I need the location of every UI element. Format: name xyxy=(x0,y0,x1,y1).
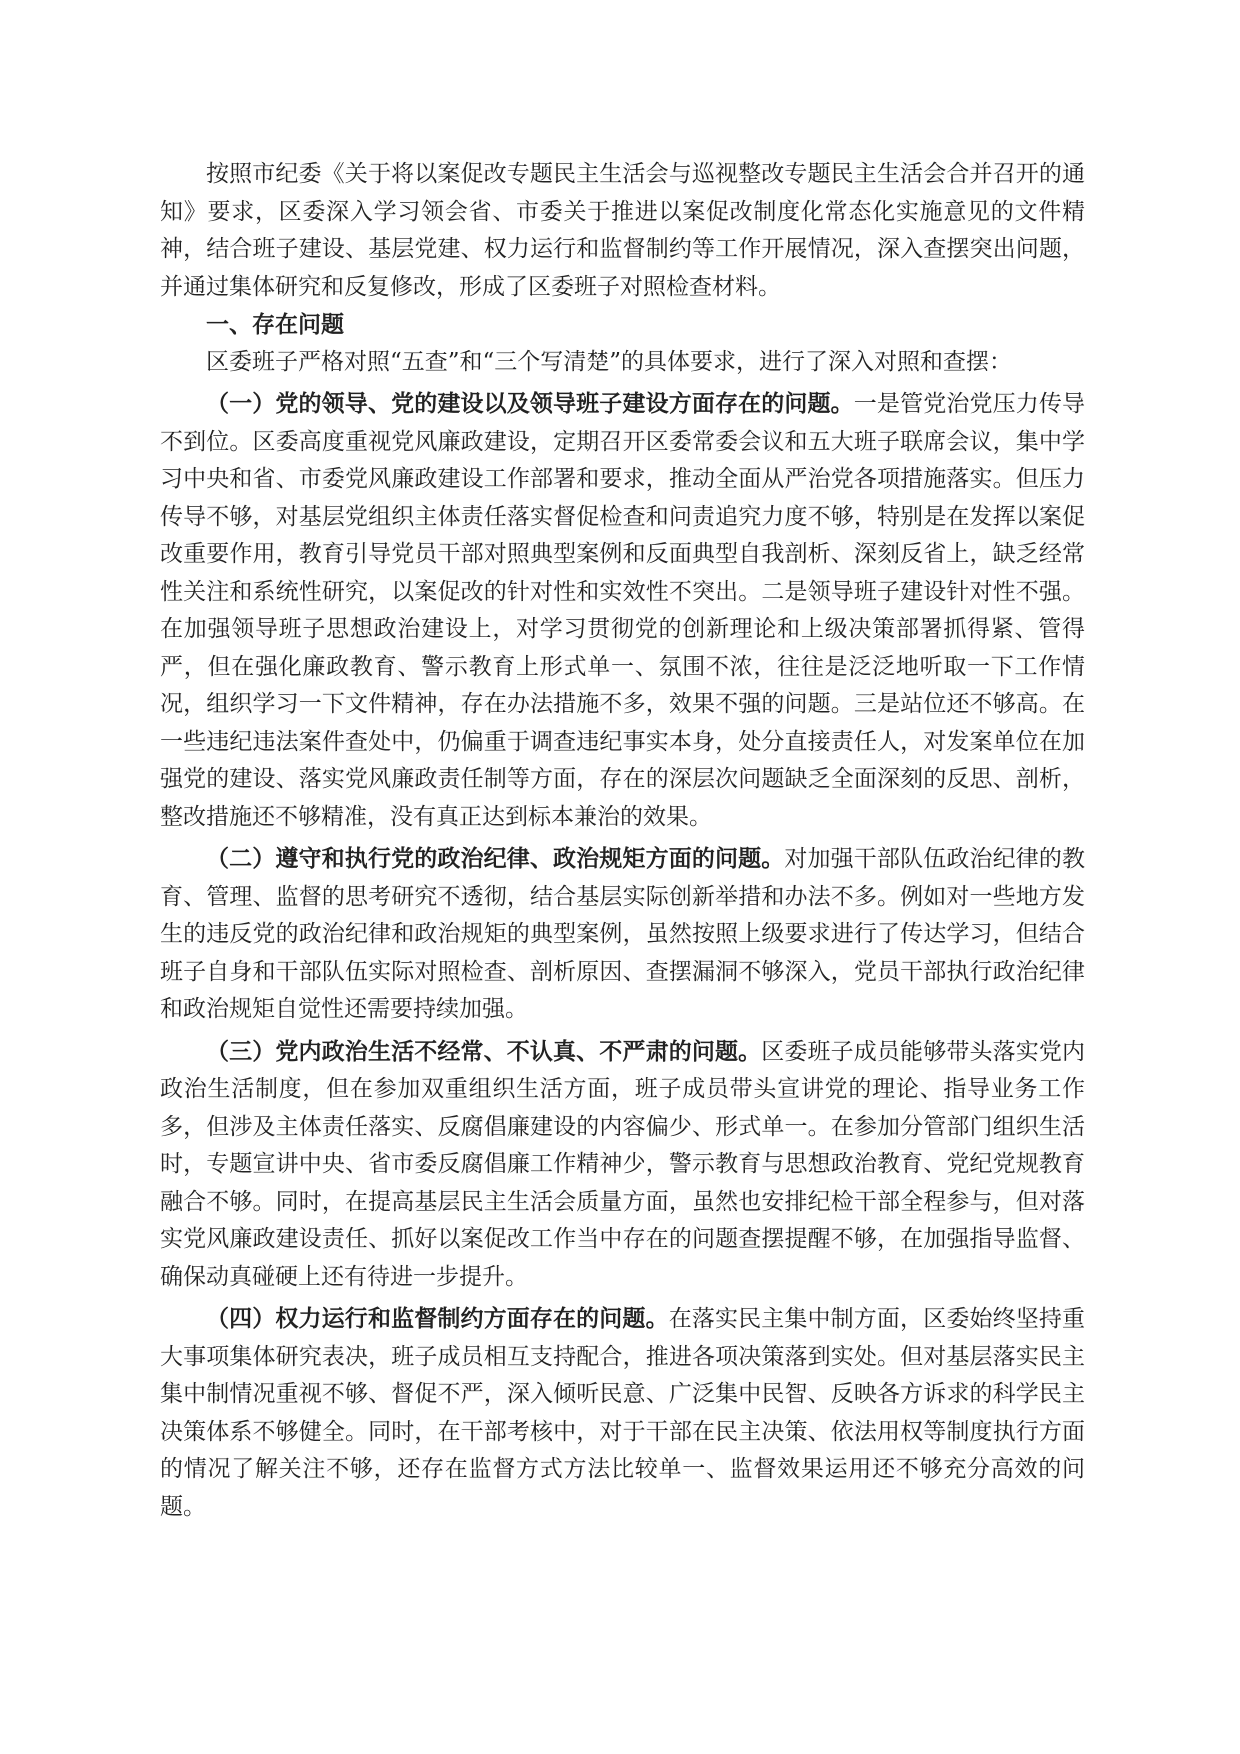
problem-body-1: 一是管党治党压力传导不到位。区委高度重视党风廉政建设，定期召开区委常委会议和五大班子联席会议，集中学习中央和省、市委党风廉政建设工作部署和要求，推动全面从严治党各项措施落实。但压力传导不够，对基层党组织主体责任落实督促检查和问责追究力度不够，特别是在发挥以案促改重要作用，教育引导党员干部对照典型案例和反面典型自我剖析、深刻反省上，缺乏经常性关注和系统性研究，以案促改的针对性和实效性不突出。二是领导班子建设针对性不强。在加强领导班子思想政治建设上，对学习贯彻党的创新理论和上级决策部署抓得紧、管得严，但在强化廉政教育、警示教育上形式单一、氛围不浓，往往是泛泛地听取一下工作情况，组织学习一下文件精神，存在办法措施不多，效果不强的问题。三是站位还不够高。在一些违纪违法案件查处中，仍偏重于调查违纪事实本身，处分直接责任人，对发案单位在加强党的建设、落实党风廉政责任制等方面，存在的深层次问题缺乏全面深刻的反思、剖析，整改措施还不够精准，没有真正达到标本兼治的效果。 xyxy=(160,391,1086,830)
problem-paragraph-3 xyxy=(160,1033,1085,1297)
problem-body-2: 对加强干部队伍政治纪律的教育、管理、监督的思考研究不透彻，结合基层实际创新举措和办法不多。例如对一些地方发生的违反党的政治纪律和政治规矩的典型案例，虽然按照上级要求进行了传达学习，但结合班子自身和干部队伍实际对照检查、剖析原因、查摆漏洞不够深入，党员干部执行政治纪律和政治规矩自觉性还需要持续加强。 xyxy=(160,846,1086,1022)
problem-lead-1: （一）党的领导、党的建设以及领导班子建设方面存在的问题。 xyxy=(206,390,854,417)
problem-lead-3: （三）党内政治生活不经常、不认真、不严肃的问题。 xyxy=(206,1037,762,1065)
problem-body-3: 区委班子成员能够带头落实党内政治生活制度，但在参加双重组织生活方面，班子成员带头宣讲党的理论、指导业务工作多，但涉及主体责任落实、反腐倡廉建设的内容偏少、形式单一。在参加分管部门组织生活时，专题宣讲中央、省市委反腐倡廉工作精神少，警示教育与思想政治教育、党纪党规教育融合不够。同时，在提高基层民主生活会质量方面，虽然也安排纪检干部全程参与，但对落实党风廉政建设责任、抓好以案促改工作当中存在的问题查摆提醒不够，在加强指导监督、确保动真碰硬上还有待进一步提升。 xyxy=(160,1038,1086,1290)
document-page xyxy=(160,156,1085,1526)
problem-paragraph-2 xyxy=(160,840,1085,1029)
section-intro-paragraph: 区委班子严格对照“五查”和“三个写清楚”的具体要求，进行了深入对照和查摆： xyxy=(206,348,1013,375)
problem-paragraph-4 xyxy=(160,1300,1085,1526)
problem-lead-2: （二）遵守和执行党的政治纪律、政治规矩方面的问题。 xyxy=(206,845,785,872)
problem-lead-4: （四）权力运行和监督制约方面存在的问题。 xyxy=(206,1305,669,1332)
problem-body-4: 在落实民主集中制方面，区委始终坚持重大事项集体研究表决，班子成员相互支持配合，推进各项决策落到实处。但对基层落实民主集中制情况重视不够、督促不严，深入倾听民意、广泛集中民智、反映各方诉求的科学民主决策体系不够健全。同时，在干部考核中，对于干部在民主决策、依法用权等制度执行方面的情况了解关注不够，还存在监督方式方法比较单一、监督效果运用还不够充分高效的问题。 xyxy=(160,1306,1086,1520)
intro-paragraph: 按照市纪委《关于将以案促改专题民主生活会与巡视整改专题民主生活会合并召开的通知》要求，区委深入学习领会省、市委关于推进以案促改制度化常态化实施意见的文件精神，结合班子建设、基层党建、权力运行和监督制约等工作开展情况，深入查摆突出问题，并通过集体研究和反复修改，形成了区委班子对照检查材料。 xyxy=(160,161,1085,300)
problem-paragraph-1 xyxy=(160,385,1085,836)
section-heading: 一、存在问题 xyxy=(206,311,344,338)
